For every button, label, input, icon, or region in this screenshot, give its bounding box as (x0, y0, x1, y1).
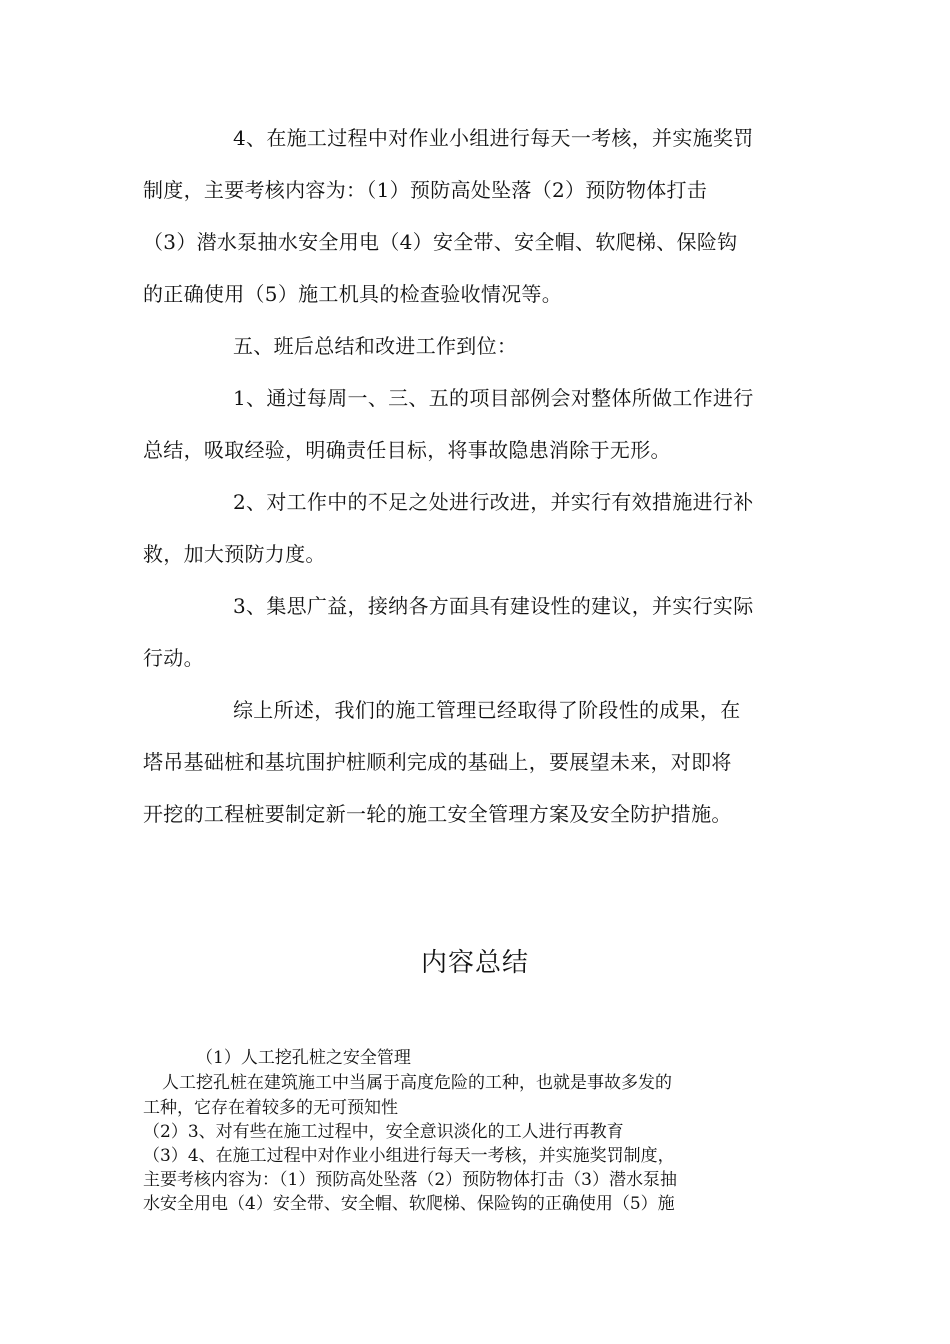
summary-line: 水安全用电（4）安全带、安全帽、软爬梯、保险钩的正确使用（5）施 (143, 1194, 675, 1214)
body-paragraph-line: 4、在施工过程中对作业小组进行每天一考核，并实施奖罚 (233, 126, 754, 150)
summary-line: （2）3、对有些在施工过程中，安全意识淡化的工人进行再教育 (143, 1122, 624, 1142)
body-paragraph-line: 2、对工作中的不足之处进行改进，并实行有效措施进行补 (233, 490, 754, 514)
body-paragraph-line: 行动。 (143, 646, 204, 670)
section-heading: 五、班后总结和改进工作到位： (233, 334, 518, 358)
body-paragraph-line: 救，加大预防力度。 (143, 542, 326, 566)
summary-line: 主要考核内容为：（1）预防高处坠落（2）预防物体打击（3）潜水泵抽 (143, 1170, 677, 1190)
body-paragraph-line: 3、集思广益，接纳各方面具有建设性的建议，并实行实际 (233, 594, 754, 618)
body-paragraph-line: 塔吊基础桩和基坑围护桩顺利完成的基础上，要展望未来，对即将 (143, 750, 732, 774)
body-paragraph-line: 开挖的工程桩要制定新一轮的施工安全管理方案及安全防护措施。 (143, 802, 732, 826)
body-paragraph-line: 综上所述，我们的施工管理已经取得了阶段性的成果，在 (233, 698, 741, 722)
body-paragraph-line: （3）潜水泵抽水安全用电（4）安全带、安全帽、软爬梯、保险钩 (143, 230, 738, 254)
summary-line: （3）4、在施工过程中对作业小组进行每天一考核，并实施奖罚制度， (143, 1146, 675, 1166)
body-paragraph-line: 制度，主要考核内容为：（1）预防高处坠落（2）预防物体打击 (143, 178, 708, 202)
summary-title: 内容总结 (420, 948, 529, 978)
summary-line: 人工挖孔桩在建筑施工中当属于高度危险的工种，也就是事故多发的 (162, 1073, 672, 1093)
body-paragraph-line: 总结，吸取经验，明确责任目标，将事故隐患消除于无形。 (143, 438, 671, 462)
summary-line: 工种，它存在着较多的无可预知性 (143, 1098, 398, 1118)
body-paragraph-line: 的正确使用（5）施工机具的检查验收情况等。 (143, 282, 563, 306)
summary-line: （1）人工挖孔桩之安全管理 (196, 1048, 411, 1068)
body-paragraph-line: 1、通过每周一、三、五的项目部例会对整体所做工作进行 (233, 386, 754, 410)
